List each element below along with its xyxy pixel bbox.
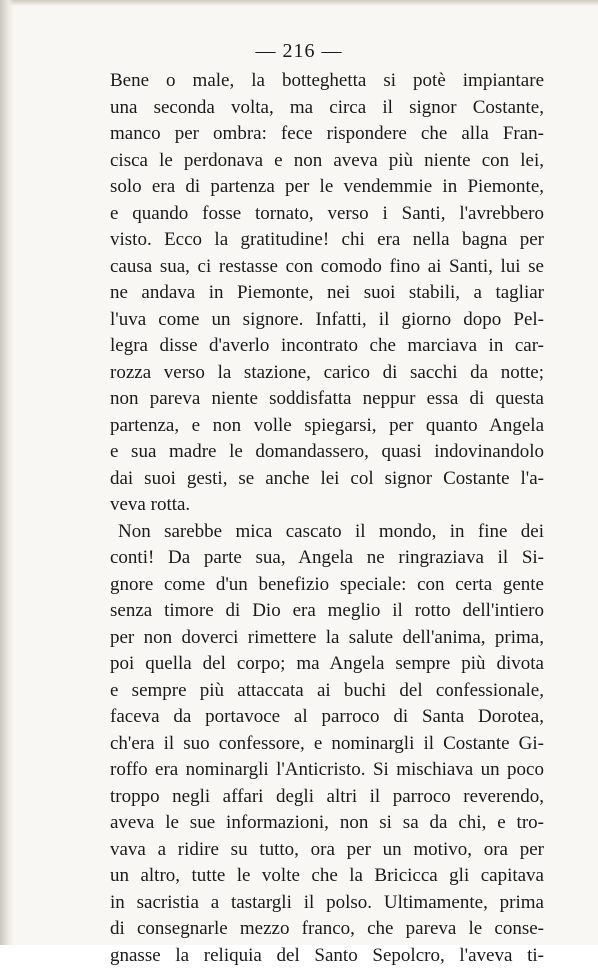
text-line: vava a ridire su tutto, ora per un motivo, ora per [110,837,544,864]
page-number: — 216 — [0,40,598,63]
text-line: cisca le perdonava e non aveva più niente con lei, [110,148,544,175]
body-text [110,68,544,969]
text-line: di consegnarle mezzo franco, che pareva le conse- [110,916,544,943]
text-line: dai suoi gesti, se anche lei col signor Costante l'a- [110,466,544,493]
text-line: solo era di partenza per le vendemmie in Piemonte, [110,174,544,201]
text-line: manco per ombra: fece rispondere che alla Fran- [110,121,544,148]
page-top-edge [0,0,598,6]
text-line: un altro, tutte le volte che la Bricicca gli capitava [110,863,544,890]
text-line: una seconda volta, ma circa il signor Costante, [110,95,544,122]
paragraph-end-line: veva rotta. [110,492,544,519]
text-line: rozza verso la stazione, carico di sacchi da notte; [110,360,544,387]
text-line: senza timore di Dio era meglio il rotto dell'intiero [110,598,544,625]
paragraph-start-line: Non sarebbe mica cascato il mondo, in fine dei [110,519,544,546]
text-line: Bene o male, la botteghetta si potè impiantare [110,68,544,95]
text-line: causa sua, ci restasse con comodo fino ai Santi, lui se [110,254,544,281]
text-line: non pareva niente soddisfatta neppur essa di questa [110,386,544,413]
text-line: troppo negli affari degli altri il parroco reverendo, [110,784,544,811]
text-line: ne andava in Piemonte, nei suoi stabili, a tagliar [110,280,544,307]
text-line: aveva le sue informazioni, non si sa da chi, e tro- [110,810,544,837]
text-line: partenza, e non volle spiegarsi, per quanto Angela [110,413,544,440]
text-line: gnore come d'un benefizio speciale: con certa gente [110,572,544,599]
text-line: roffo era nominargli l'Anticristo. Si mischiava un poco [110,757,544,784]
page-binding-edge [0,0,14,945]
text-line: e sua madre le domandassero, quasi indovinandolo [110,439,544,466]
text-line: legra disse d'averlo incontrato che marciava in car- [110,333,544,360]
text-line: conti! Da parte sua, Angela ne ringraziava il Si- [110,545,544,572]
text-line: ch'era il suo confessore, e nominargli il Costante Gi- [110,731,544,758]
text-line: gnasse la reliquia del Santo Sepolcro, l'aveva ti- [110,943,544,969]
text-line: e sempre più attaccata ai buchi del confessionale, [110,678,544,705]
text-line: visto. Ecco la gratitudine! chi era nella bagna per [110,227,544,254]
text-line: per non doverci rimettere la salute dell'anima, prima, [110,625,544,652]
text-line: l'uva come un signore. Infatti, il giorno dopo Pel- [110,307,544,334]
text-line: e quando fosse tornato, verso i Santi, l'avrebbero [110,201,544,228]
text-line: in sacristia a tastargli il polso. Ultimamente, prima [110,890,544,917]
text-line: faceva da portavoce al parroco di Santa Dorotea, [110,704,544,731]
text-line: poi quella del corpo; ma Angela sempre più divota [110,651,544,678]
